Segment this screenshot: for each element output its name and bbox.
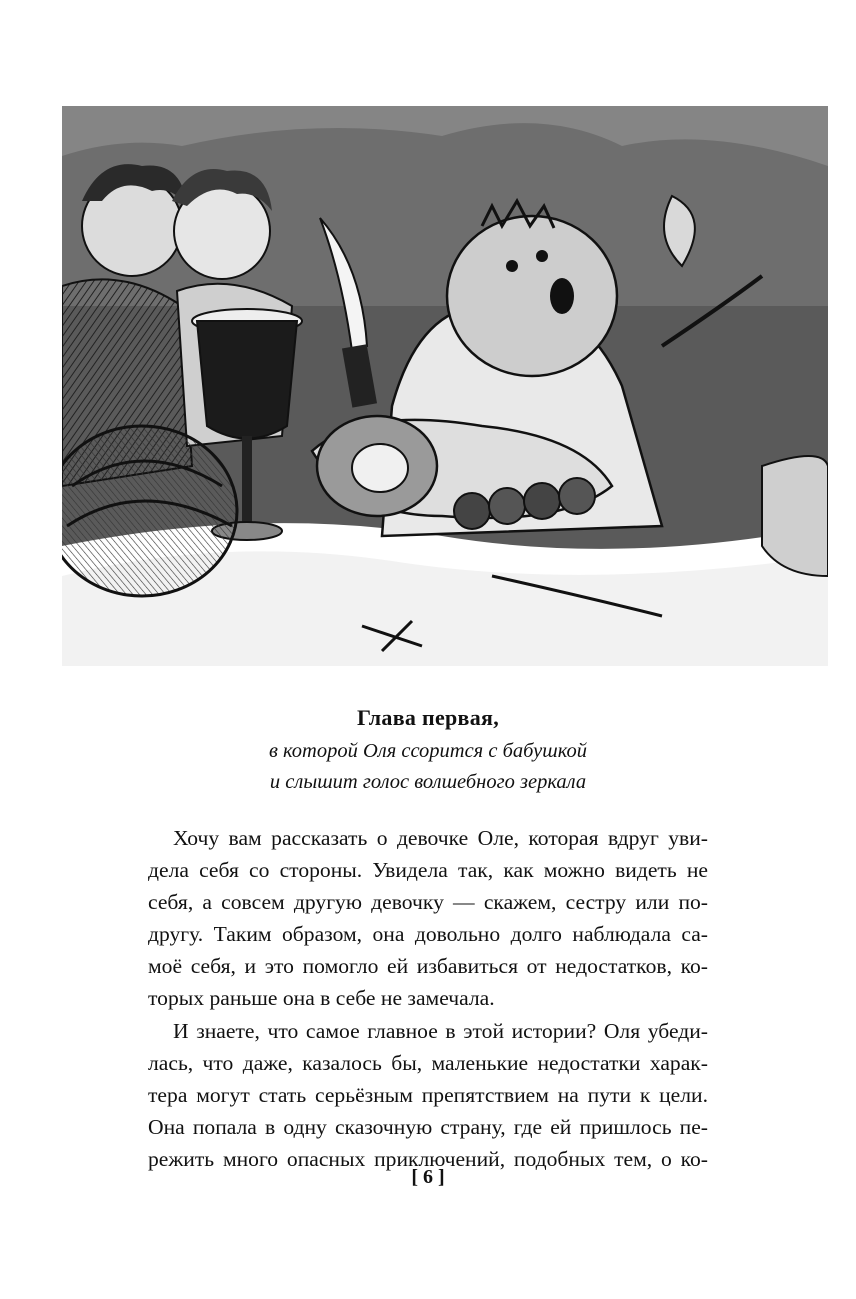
body-line: дела себя со стороны. Увидела так, как можно видеть не (148, 858, 708, 883)
chapter-title: Глава первая, (356, 705, 500, 730)
page-number: [ 6 ] (411, 1166, 445, 1188)
feast-illustration-icon (62, 106, 828, 666)
body-text (148, 822, 708, 1175)
body-line: моё себя, и это помогло ей избавиться от недостатков, ко- (148, 954, 708, 979)
body-line: другу. Таким образом, она довольно долго наблюдала са- (148, 922, 708, 947)
body-line: торых раньше она в себе не замечала. (148, 986, 495, 1011)
chapter-subtitle-line-2: и слышит голос волшебного зеркала (269, 771, 587, 793)
body-line: тера могут стать серьёзным препятствием на пути к цели. (148, 1082, 708, 1107)
body-line: лась, что даже, казалось бы, маленькие недостатки харак- (148, 1050, 708, 1075)
chapter-illustration (62, 106, 828, 666)
body-line: себя, а совсем другую девочку — скажем, сестру или по- (148, 890, 708, 915)
body-line: И знаете, что самое главное в этой истории? Оля убеди- (173, 1018, 708, 1043)
body-line: режить много опасных приключений, подобных тем, о ко- (148, 1146, 708, 1171)
body-line: Хочу вам рассказать о девочке Оле, которая вдруг уви- (173, 826, 708, 850)
body-line: Она попала в одну сказочную страну, где ей пришлось пе- (148, 1114, 708, 1139)
watermelon-icon (62, 426, 237, 596)
chapter-subtitle-line-1: в которой Оля ссорится с бабушкой (268, 740, 588, 762)
